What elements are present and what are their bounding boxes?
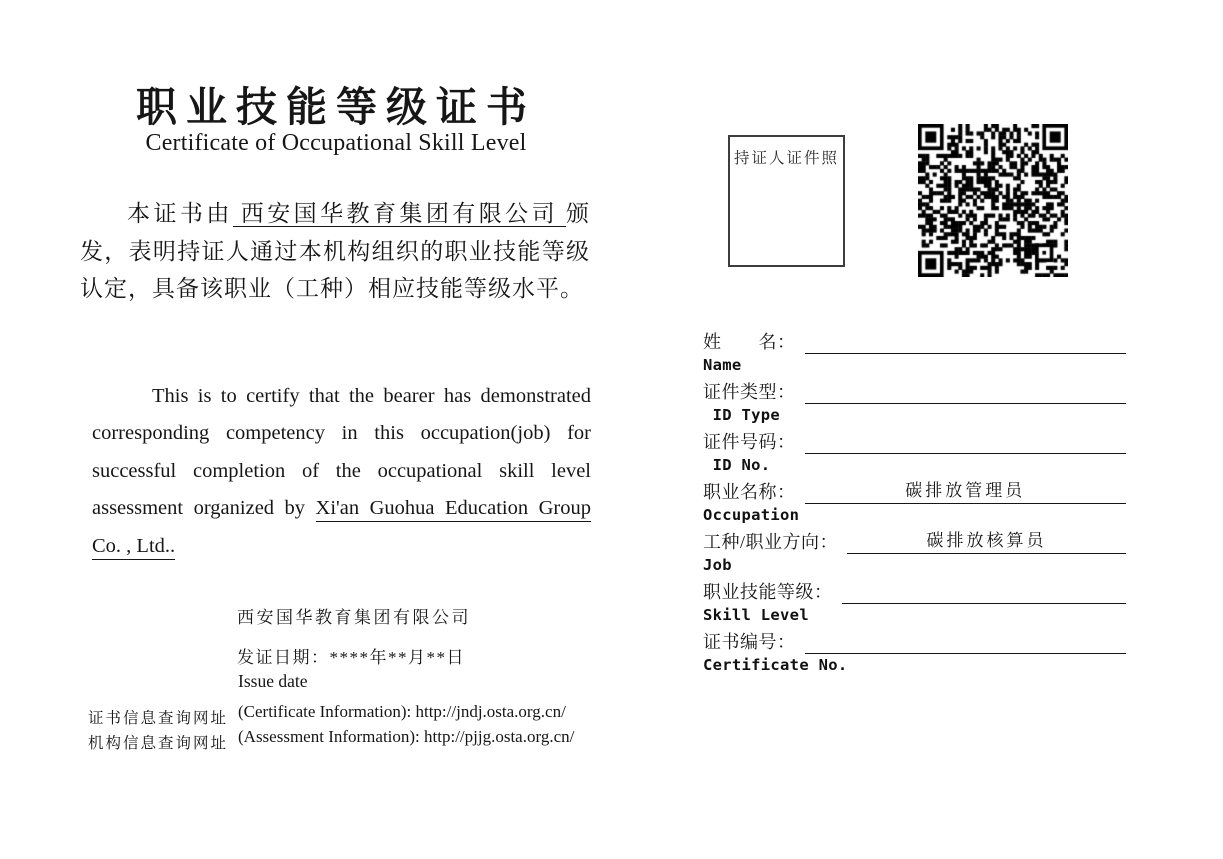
field-name-sublabel: Name [703, 356, 742, 374]
holder-photo-box [728, 135, 845, 267]
field-job-line [847, 528, 1126, 554]
issue-date-en: Issue date [238, 671, 308, 691]
field-job-sublabel: Job [703, 556, 732, 574]
field-occupation-line [805, 478, 1127, 504]
field-job-label: 工种/职业方向： [703, 532, 839, 552]
field-occupation-sublabel: Occupation [703, 506, 800, 524]
field-skill-level-label: 职业技能等级： [703, 582, 833, 602]
intro-cn-suffix: 颁发，表明持证人通过本机构组织的职业技能等级认定，具备该职业（工种）相应技能等级水平。 [80, 201, 590, 301]
qr-code [918, 124, 1068, 277]
issue-date-cn: 发证日期：****年**月**日 [237, 648, 465, 667]
field-name-blank-line [805, 329, 1127, 354]
field-id-type-blank-line [805, 379, 1127, 404]
field-certificate-no [703, 627, 1126, 677]
issuer-signature: 西安国华教育集团有限公司 [237, 608, 471, 627]
issuer-name-underlined-en: Xi'an Guohua Education Group Co. , Ltd.. [92, 497, 591, 560]
field-id-no-sublabel: ID No. [703, 456, 771, 474]
field-occupation-value: 碳排放管理员 [905, 481, 1026, 500]
field-certificate-no-sublabel: Certificate No. [703, 656, 848, 674]
field-skill-level [703, 577, 1126, 627]
issuer-name-underlined-cn: 西安国华教育集团有限公司 [233, 201, 566, 227]
org-info-query-url: (Assessment Information): http://pjjg.osta.org.cn/ [238, 727, 575, 746]
intro-paragraph-en [92, 378, 591, 566]
field-occupation-label: 职业名称： [703, 482, 796, 502]
field-job [703, 527, 1126, 577]
field-certificate-no-label: 证书编号： [703, 632, 796, 652]
field-id-no-label: 证件号码： [703, 432, 796, 452]
cert-info-query-url: (Certificate Information): http://jndj.osta.org.cn/ [238, 702, 566, 721]
field-id-no [703, 427, 1126, 477]
page-subtitle: Certificate of Occupational Skill Level [145, 130, 527, 156]
intro-paragraph-cn [80, 195, 590, 308]
field-certificate-no-blank-line [805, 629, 1127, 654]
field-id-no-blank-line [805, 429, 1127, 454]
field-job-value: 碳排放核算员 [926, 531, 1047, 550]
field-skill-level-sublabel: Skill Level [703, 606, 809, 624]
field-id-type-sublabel: ID Type [703, 406, 781, 424]
org-info-query-label: 机构信息查询网址 [88, 735, 229, 752]
field-occupation [703, 477, 1126, 527]
field-name [703, 327, 1126, 377]
intro-en-body: This is to certify that the bearer has demonstrated corresponding competency in this occupation(job) for successful completion of the occupational skill level assessment organized by [92, 384, 591, 519]
page-title: 职业技能等级证书 [136, 84, 536, 130]
certificate-fields [703, 327, 1126, 677]
field-name-label: 姓 名： [703, 332, 796, 352]
intro-cn-prefix: 本证书由 [127, 201, 233, 226]
holder-photo-label: 持证人证件照 [733, 150, 839, 167]
field-id-type [703, 377, 1126, 427]
cert-info-query-label: 证书信息查询网址 [88, 710, 229, 727]
field-id-type-label: 证件类型： [703, 382, 796, 402]
field-skill-level-blank-line [842, 579, 1127, 604]
